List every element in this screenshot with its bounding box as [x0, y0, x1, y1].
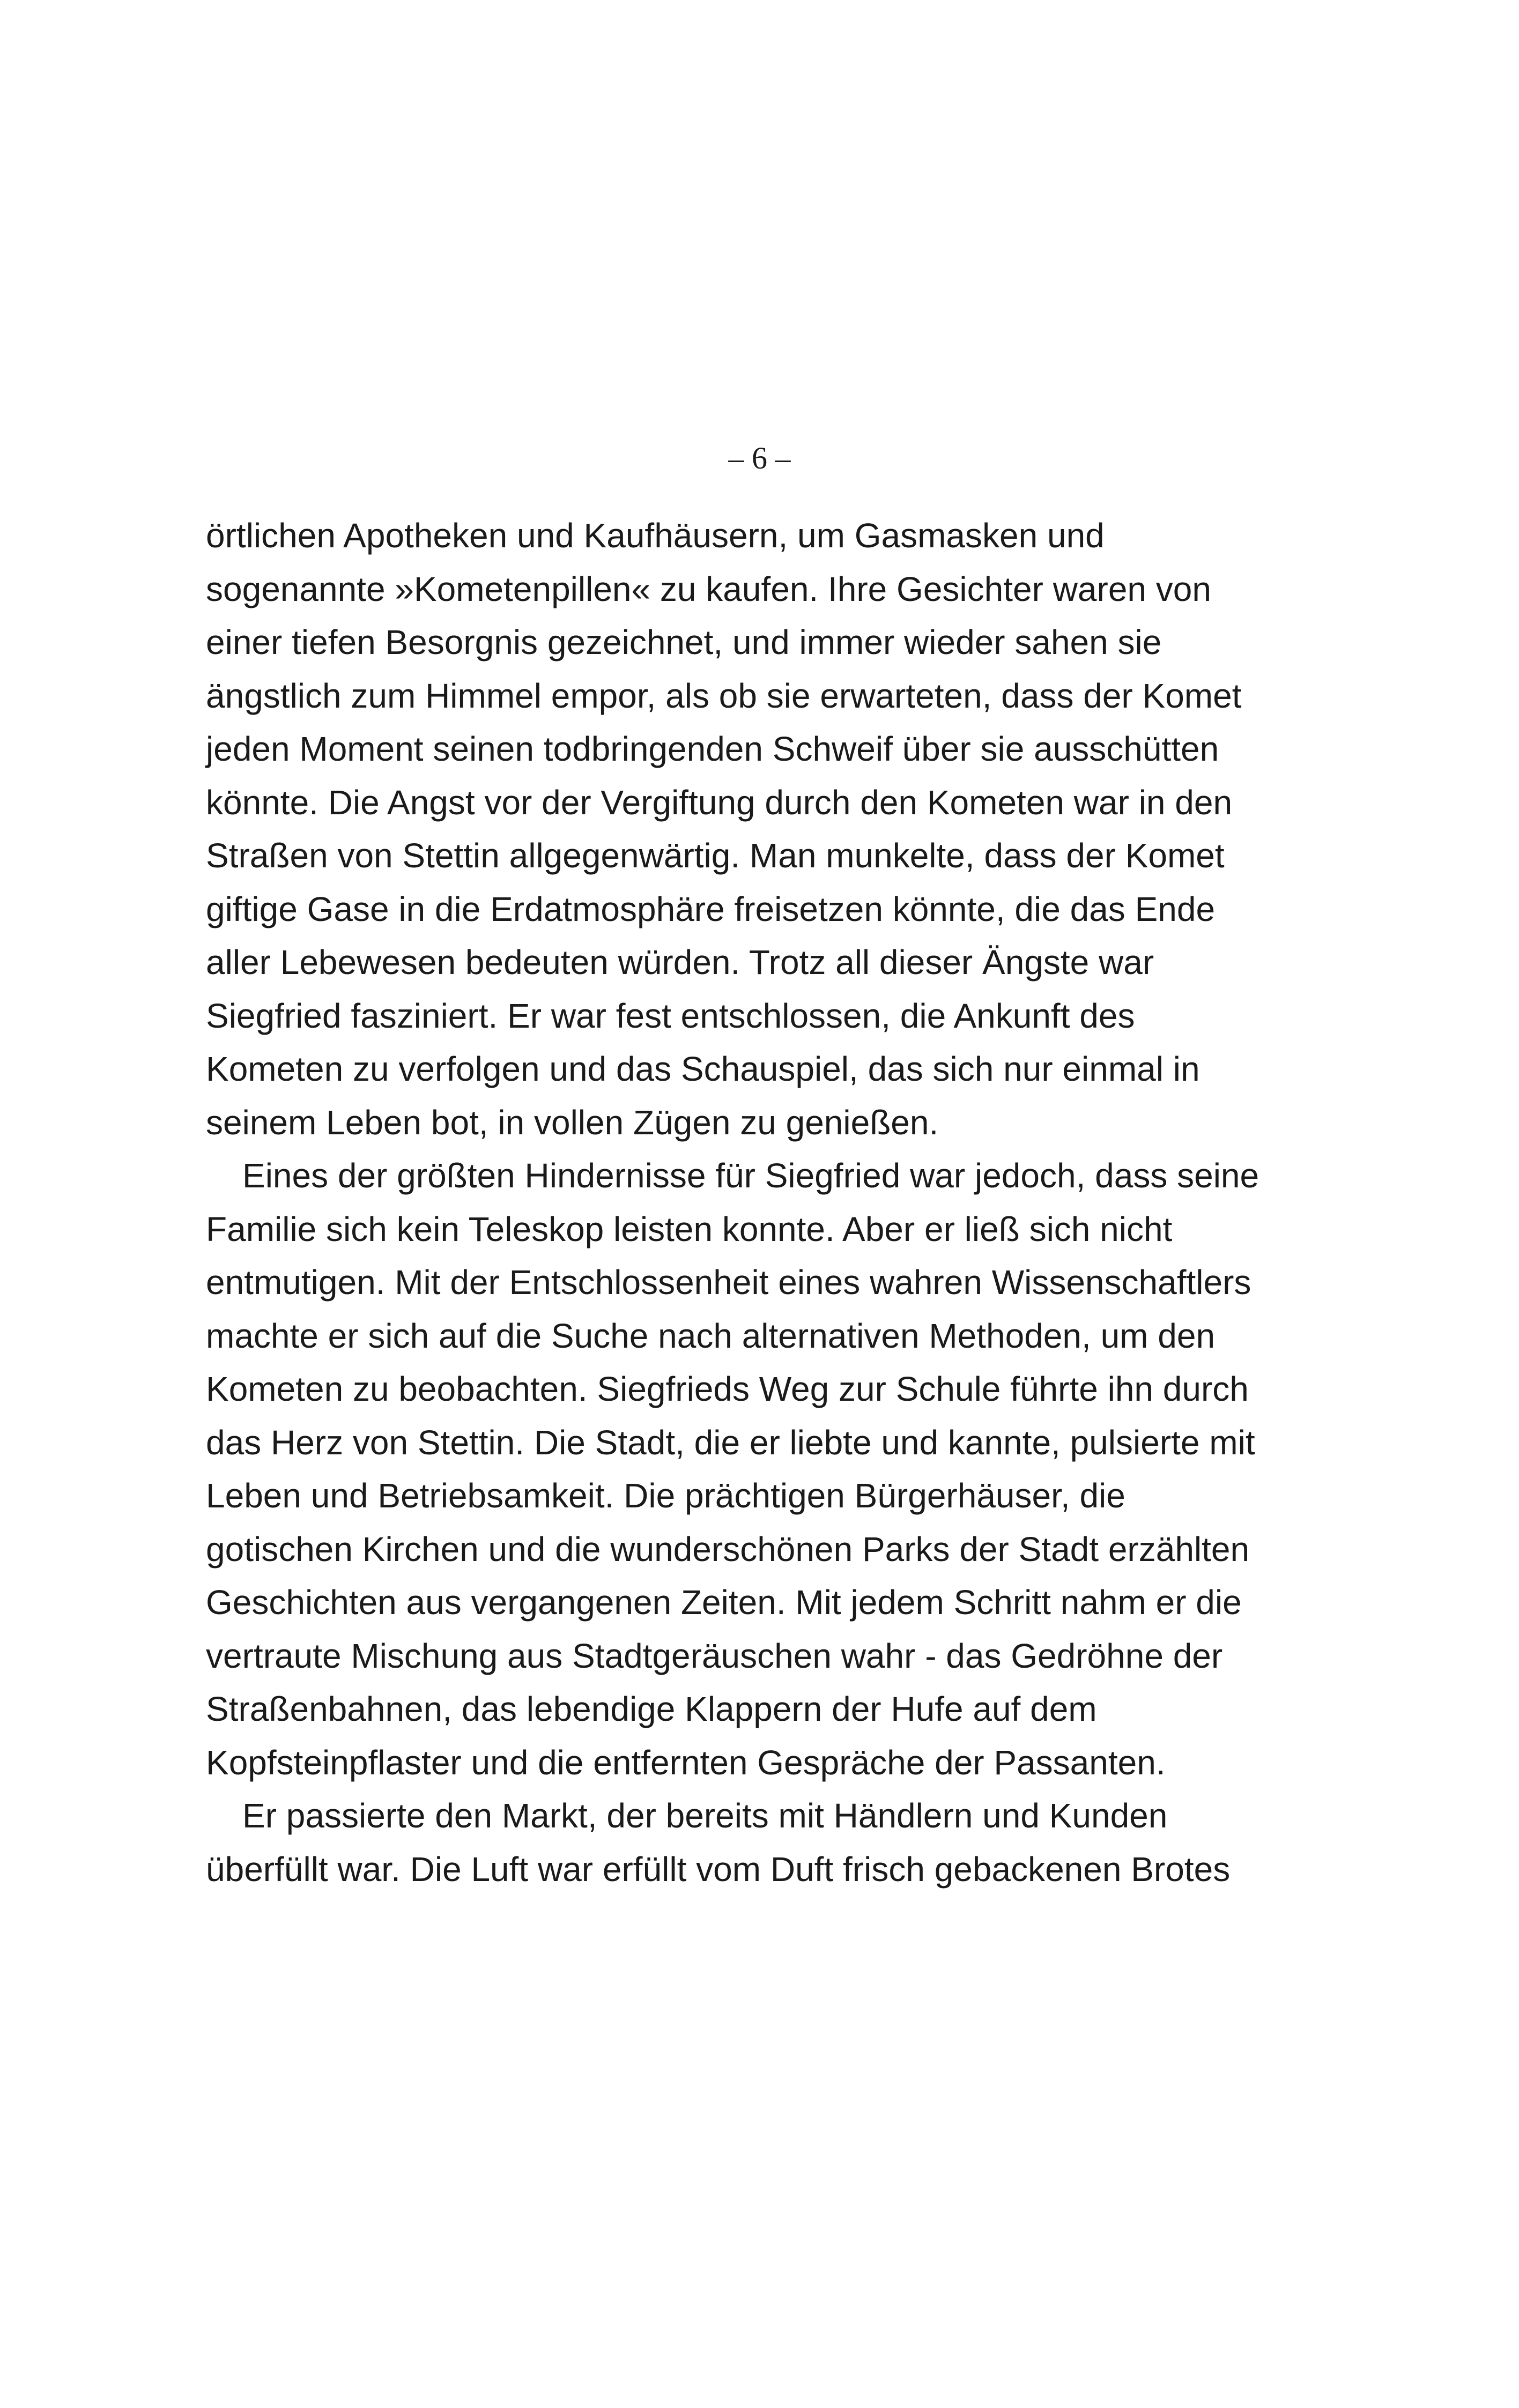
text-line: Familie sich kein Teleskop leisten konnte. Aber er ließ sich nicht [206, 1209, 1173, 1248]
text-line: Siegfried fasziniert. Er war fest entschlossen, die Ankunft des [206, 996, 1135, 1035]
text-line: einer tiefen Besorgnis gezeichnet, und immer wieder sahen sie [206, 623, 1162, 662]
text-line: gotischen Kirchen und die wunderschönen Parks der Stadt erzählten [206, 1529, 1250, 1569]
text-line: giftige Gase in die Erdatmosphäre freisetzen könnte, die das Ende [206, 889, 1216, 928]
text-line: Geschichten aus vergangenen Zeiten. Mit jedem Schritt nahm er die [206, 1583, 1242, 1622]
text-line: überfüllt war. Die Luft war erfüllt vom Duft frisch gebackenen Brotes [206, 1849, 1231, 1889]
text-line: Kopfsteinpflaster und die entfernten Gespräche der Passanten. [206, 1743, 1166, 1782]
text-line: Kometen zu beobachten. Siegfrieds Weg zur Schule führte ihn durch [206, 1370, 1249, 1408]
text-line: Eines der größten Hindernisse für Siegfried war jedoch, dass seine [242, 1156, 1259, 1195]
body-text [206, 509, 1343, 1896]
text-line: entmutigen. Mit der Entschlossenheit eines wahren Wissenschaftlers [206, 1263, 1251, 1302]
text-line: machte er sich auf die Suche nach alternativen Methoden, um den [206, 1316, 1216, 1355]
text-line: das Herz von Stettin. Die Stadt, die er liebte und kannte, pulsierte mit [206, 1423, 1255, 1462]
text-line: örtlichen Apotheken und Kaufhäusern, um Gasmasken und [206, 516, 1105, 555]
text-line: Kometen zu verfolgen und das Schauspiel, das sich nur einmal in [206, 1050, 1200, 1088]
text-line: könnte. Die Angst vor der Vergiftung durch den Kometen war in den [206, 783, 1233, 822]
text-line: seinem Leben bot, in vollen Zügen zu genießen. [206, 1103, 939, 1142]
text-line: ängstlich zum Himmel empor, als ob sie erwarteten, dass der Komet [206, 676, 1242, 715]
text-line: jeden Moment seinen todbringenden Schweif über sie ausschütten [206, 730, 1219, 768]
text-line: aller Lebewesen bedeuten würden. Trotz all dieser Ängste war [206, 943, 1154, 982]
text-line: sogenannte »Kometenpillen« zu kaufen. Ihre Gesichter waren von [206, 569, 1211, 608]
text-line: Leben und Betriebsamkeit. Die prächtigen Bürgerhäuser, die [206, 1476, 1125, 1515]
text-line: Er passierte den Markt, der bereits mit Händlern und Kunden [242, 1796, 1168, 1835]
text-line: vertraute Mischung aus Stadtgeräuschen wahr - das Gedröhne der [206, 1636, 1223, 1675]
page-number: – 6 – [728, 441, 791, 475]
text-line: Straßen von Stettin allgegenwärtig. Man munkelte, dass der Komet [206, 836, 1225, 875]
text-line: Straßenbahnen, das lebendige Klappern der Hufe auf dem [206, 1690, 1097, 1728]
